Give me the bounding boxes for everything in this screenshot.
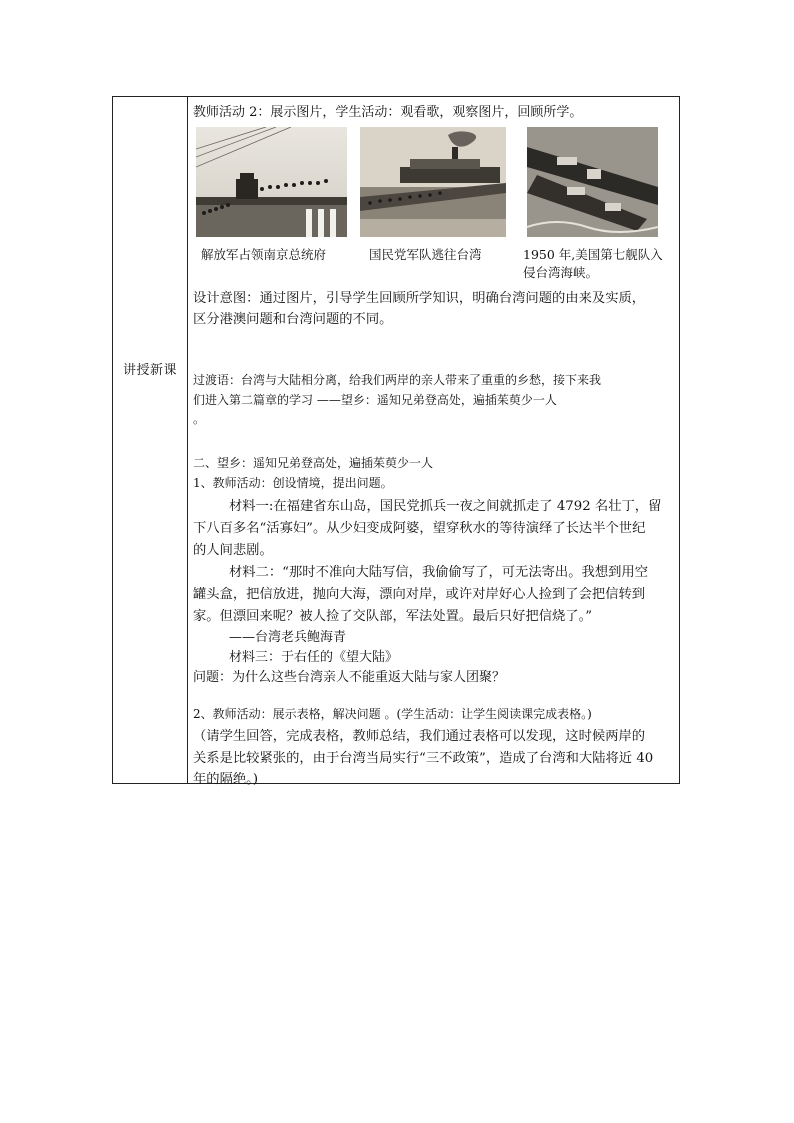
lesson-table <box>112 96 680 787</box>
transition-line-2: 们进入第二篇章的学习 ——望乡：遥知兄弟登高处，遍插茱萸少一人 <box>193 393 557 407</box>
photo-seventh-fleet <box>527 127 658 237</box>
section-label: 讲授新课 <box>122 363 177 378</box>
material-1-line-3: 的人间悲剧。 <box>193 543 273 558</box>
activity-intro: 教师活动 2：展示图片，学生活动：观看歌，观察图片，回顾所学。 <box>193 105 583 120</box>
material-2-line-1: 材料二：“那时不准向大陆写信，我偷偷写了，可无法寄出。我想到用空 <box>229 565 648 580</box>
material-2-line-3: 家。但漂回来呢？被人捡了交队部，军法处置。最后只好把信烧了。” <box>193 609 593 624</box>
material-3: 材料三：于右任的《望大陆》 <box>229 650 399 665</box>
summary-line-3: 年的隔绝。) <box>193 772 259 787</box>
transition-line-1: 过渡语：台湾与大陆相分离，给我们两岸的亲人带来了重重的乡愁，接下来我 <box>193 373 602 387</box>
material-1-line-1: 材料一:在福建省东山岛，国民党抓兵一夜之间就抓走了 4792 名壮丁，留 <box>229 499 662 514</box>
activity-1: 1、教师活动：创设情境，提出问题。 <box>193 476 393 490</box>
photo-caption-3b: 侵台湾海峡。 <box>523 265 599 280</box>
section-title: 二、望乡：遥知兄弟登高处，遍插茱萸少一人 <box>193 456 434 470</box>
photo-caption-3a: 1950 年,美国第七舰队入 <box>523 247 663 262</box>
question: 问题：为什么这些台湾亲人不能重返大陆与家人团聚？ <box>193 670 506 685</box>
activity-2: 2、教师活动：展示表格，解决问题 。(学生活动：让学生阅读课完成表格。) <box>193 707 592 721</box>
material-2-source: ——台湾老兵鲍海青 <box>229 630 347 645</box>
summary-line-1: （请学生回答，完成表格，教师总结，我们通过表格可以发现，这时候两岸的 <box>193 729 646 744</box>
photo-caption-1: 解放军占领南京总统府 <box>201 247 327 262</box>
photo-kmt-retreat <box>360 127 506 237</box>
summary-line-2: 关系是比较紧张的，由于台湾当局实行“三不政策”，造成了台湾和大陆将近 40 <box>193 751 654 766</box>
transition-line-3: 。 <box>193 412 206 426</box>
design-intent-line-1: 设计意图：通过图片，引导学生回顾所学知识，明确台湾问题的由来及实质， <box>193 291 646 306</box>
material-2-line-2: 罐头盒，把信放进，抛向大海，漂向对岸，或许对岸好心人捡到了会把信转到 <box>193 587 646 602</box>
column-divider <box>187 97 188 783</box>
photo-presidential-palace <box>196 127 347 237</box>
photo-caption-2: 国民党军队逃往台湾 <box>369 247 482 262</box>
design-intent-line-2: 区分港澳问题和台湾问题的不同。 <box>193 312 393 327</box>
material-1-line-2: 下八百多名“活寡妇”。从少妇变成阿婆，望穿秋水的等待演绎了长达半个世纪 <box>193 521 646 536</box>
